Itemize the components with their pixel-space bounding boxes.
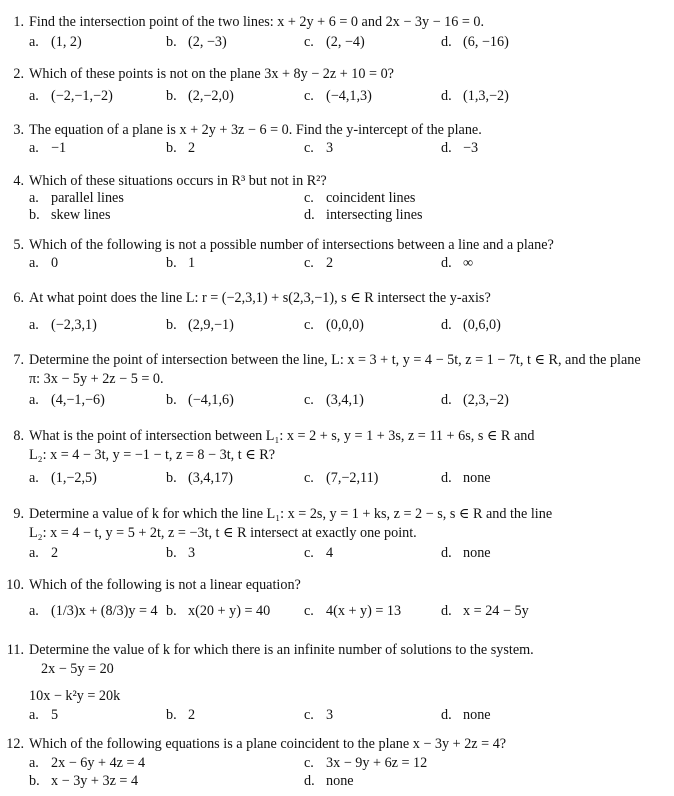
option-c[interactable]: c. (3,4,1)	[304, 392, 364, 408]
option-d[interactable]: d. none	[441, 545, 491, 561]
option-d[interactable]: d. none	[441, 707, 491, 723]
option-d[interactable]: d. none	[441, 470, 491, 486]
option-b[interactable]: b. (−4,1,6)	[166, 392, 234, 408]
question-text-cont: L₂: x = 4 − 3t, y = −1 − t, z = 8 − 3t, t ∈ R?	[29, 447, 276, 463]
option-c[interactable]: c. 3	[304, 707, 334, 723]
option-d[interactable]: d. ∞	[441, 255, 474, 271]
option-c[interactable]: c. (−4,1,3)	[304, 88, 372, 104]
question-number: 2.	[13, 66, 24, 82]
option-c[interactable]: c. (7,−2,11)	[304, 470, 379, 486]
option-c[interactable]: c. 2	[304, 255, 334, 271]
question-text: Which of these points is not on the plane 3x + 8y − 2z + 10 = 0?	[29, 66, 394, 82]
option-b[interactable]: b. 2	[166, 140, 196, 156]
question-number: 5.	[13, 237, 24, 253]
option-c[interactable]: c. 4	[304, 545, 334, 561]
question-number: 12.	[6, 736, 24, 752]
question-text-cont: L₂: x = 4 − t, y = 5 + 2t, z = −3t, t ∈ R intersect at exactly one point.	[29, 525, 417, 541]
option-d[interactable]: d. x = 24 − 5y	[441, 603, 529, 619]
question-text-cont: π: 3x − 5y + 2z − 5 = 0.	[29, 371, 164, 387]
question-text: Which of these situations occurs in R³ but not in R²?	[29, 173, 327, 189]
option-a[interactable]: a. (−2,−1,−2)	[29, 88, 113, 104]
option-b[interactable]: b. (3,4,17)	[166, 470, 233, 486]
question-text: Determine a value of k for which the line L₁: x = 2s, y = 1 + ks, z = 2 − s, s ∈ R and the line	[29, 506, 553, 522]
option-c[interactable]: c. (0,0,0)	[304, 317, 364, 333]
option-d[interactable]: d. −3	[441, 140, 479, 156]
option-d[interactable]: d. (2,3,−2)	[441, 392, 509, 408]
option-b[interactable]: b. 2	[166, 707, 196, 723]
question-number: 4.	[13, 173, 24, 189]
option-b[interactable]: b. (2,9,−1)	[166, 317, 234, 333]
question-number: 8.	[13, 428, 24, 444]
option-a[interactable]: a. (−2,3,1)	[29, 317, 97, 333]
question-number: 7.	[13, 352, 24, 368]
option-a[interactable]: a. 0	[29, 255, 59, 271]
system-equation-1: 2x − 5y = 20	[41, 661, 114, 677]
option-b[interactable]: b. x − 3y + 3z = 4	[29, 773, 139, 789]
question-text: Find the intersection point of the two lines: x + 2y + 6 = 0 and 2x − 3y − 16 = 0.	[29, 14, 485, 30]
option-a[interactable]: a. (4,−1,−6)	[29, 392, 105, 408]
question-text: Which of the following equations is a plane coincident to the plane x − 3y + 2z = 4?	[29, 736, 507, 752]
option-d[interactable]: d. (0,6,0)	[441, 317, 501, 333]
question-number: 10.	[6, 577, 24, 593]
option-a[interactable]: a. parallel lines	[29, 190, 124, 206]
question-number: 11.	[6, 642, 24, 658]
question-text: Determine the value of k for which there is an infinite number of solutions to the system.	[29, 642, 534, 658]
option-c[interactable]: c. 3	[304, 140, 334, 156]
option-b[interactable]: b. x(20 + y) = 40	[166, 603, 271, 619]
question-text: The equation of a plane is x + 2y + 3z − 6 = 0. Find the y-intercept of the plane.	[29, 122, 482, 138]
option-a[interactable]: a. (1,−2,5)	[29, 470, 97, 486]
question-text: Which of the following is not a linear equation?	[29, 577, 301, 593]
option-d[interactable]: d. (6, −16)	[441, 34, 509, 50]
question-number: 9.	[13, 506, 24, 522]
option-c[interactable]: c. (2, −4)	[304, 34, 365, 50]
option-a[interactable]: a. −1	[29, 140, 67, 156]
question-number: 3.	[13, 122, 24, 138]
option-a[interactable]: a. (1/3)x + (8/3)y = 4	[29, 603, 158, 619]
option-d[interactable]: d. none	[304, 773, 354, 789]
option-a[interactable]: a. 2x − 6y + 4z = 4	[29, 755, 146, 771]
question-text: Which of the following is not a possible number of intersections between a line and a plane?	[29, 237, 554, 253]
option-b[interactable]: b. skew lines	[29, 207, 111, 223]
option-a[interactable]: a. (1, 2)	[29, 34, 82, 50]
question-text: Determine the point of intersection between the line, L: x = 3 + t, y = 4 − 5t, z = 1 − 7t, t ∈ R, and the plane	[29, 352, 641, 368]
option-c[interactable]: c. coincident lines	[304, 190, 416, 206]
option-c[interactable]: c. 3x − 9y + 6z = 12	[304, 755, 428, 771]
question-text: What is the point of intersection between L₁: x = 2 + s, y = 1 + 3s, z = 11 + 6s, s ∈ R and	[29, 428, 535, 444]
system-equation-2: 10x − k²y = 20k	[29, 688, 121, 704]
question-text: At what point does the line L: r = (−2,3,1) + s(2,3,−1), s ∈ R intersect the y-axis?	[29, 290, 491, 306]
question-number: 6.	[13, 290, 24, 306]
option-c[interactable]: c. 4(x + y) = 13	[304, 603, 402, 619]
option-a[interactable]: a. 5	[29, 707, 59, 723]
option-d[interactable]: d. intersecting lines	[304, 207, 423, 223]
option-a[interactable]: a. 2	[29, 545, 59, 561]
option-d[interactable]: d. (1,3,−2)	[441, 88, 509, 104]
question-number: 1.	[13, 14, 24, 30]
option-b[interactable]: b. 1	[166, 255, 196, 271]
option-b[interactable]: b. (2, −3)	[166, 34, 227, 50]
option-b[interactable]: b. 3	[166, 545, 196, 561]
option-b[interactable]: b. (2,−2,0)	[166, 88, 234, 104]
